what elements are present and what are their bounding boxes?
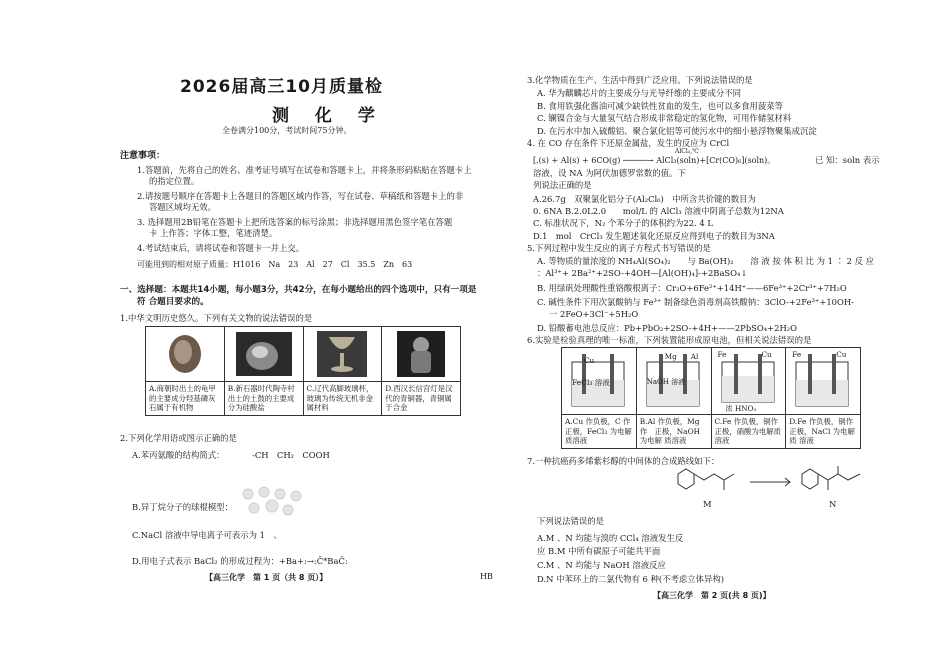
electrode-label-cu: Cu — [584, 356, 595, 365]
electrode-label-fe: Fe — [717, 350, 727, 359]
q1-option-c[interactable]: C.辽代高脚玻璃杯，玻璃为传统无机非金属材料 — [303, 382, 382, 416]
electrode-label-fe: Fe — [792, 350, 802, 359]
q4-option-b[interactable]: 0. 6NA B.2.0L2.0 mol/L 的 AlCl₃ 溶液中阴离子总数为12NA — [533, 206, 784, 216]
compound-m-label: M — [703, 499, 712, 509]
full-score: 全卷满分100分，考试时间75分钟。 — [222, 126, 352, 135]
question-5: 5.下列过程中发生反应的离子方程式书写错误的是 — [527, 243, 711, 253]
electrode-label-cu: Cu — [836, 350, 847, 359]
q7-option-c[interactable]: C.M 、N 均能与 NaOH 溶液反应 — [537, 560, 666, 570]
section-1-heading-cont: 符 合题目要求的。 — [137, 297, 209, 307]
atomic-masses: 可能用到的相对原子质量：H1016 Na 23 Al 27 Cl 35.5 Zn 63 — [137, 260, 413, 269]
q4-text: 列说法正确的是 — [533, 180, 592, 190]
q5-option-c[interactable]: C. 碱性条件下用次氯酸钠与 Fe³⁺ 制备绿色消毒剂高铁酸钠：3ClO-+2Fe³⁺+10OH- — [537, 297, 854, 307]
q2-option-b[interactable]: B.异丁烷分子的球棍模型： — [132, 502, 233, 512]
q4-equation: [.(s) + Al(s) + 6CO(g) ─────→ AlCl₃(soln)+[Cr(CO)₆](soln)。 — [533, 156, 776, 165]
q5-option-a-cont: ：Al³⁺+ 2Ba²⁺+2SO-+4OH—[Al(OH)₄]-+2BaSO₄↓ — [537, 268, 748, 278]
notice-title: 注意事项： — [120, 151, 166, 161]
ball-stick-model-image — [238, 484, 308, 522]
question-7: 7.一种抗癌药多烯紫杉醇的中间体的合成路线如下： — [527, 456, 720, 466]
question-3: 3.化学物质在生产、生活中得到广泛应用。下列说法错误的是 — [527, 75, 753, 85]
q1-option-d[interactable]: D.西汉长信宫灯是汉代的青铜器，青铜属于合金 — [382, 382, 461, 416]
q4-known: 已 知：soln 表示 — [815, 155, 880, 165]
cell-c-diagram — [711, 348, 786, 415]
notice-line: 2.请按题号顺序在答题卡上各题目的答题区域内作答，写在试卷、草稿纸和答题卡上的非 — [137, 191, 464, 201]
question-2: 2.下列化学用语或图示正确的是 — [120, 433, 237, 443]
q2-option-d[interactable]: D.用电子式表示 BaCl₂ 的形成过程为：+Ba+:→:Č*BaČ: — [132, 556, 348, 566]
electrode-label-cu: Cu — [761, 350, 772, 359]
q4-option-a[interactable]: A.26.7g 双聚氯化铝分子(Al₂Cl₆) 中所含共价键的数目为 — [533, 194, 756, 204]
q4-option-c[interactable]: C. 标准状况下，N₂ 个苯分子的体积约为22. 4 L — [533, 218, 713, 228]
q6-option-b[interactable]: B.Al 作负极，Mg 作 正极，NaOH 为电解 质溶液 — [636, 415, 711, 449]
q3-option-c[interactable]: C. 镧镍合金与大量氢气结合形成非常稳定的氢化物，可用作储氢材料 — [537, 113, 792, 123]
pottery-drum-image — [228, 329, 300, 379]
question-1: 1.中华文明历史悠久。下列有关文物的说法错误的是 — [120, 313, 313, 323]
question-4: 4. 在 CO 存在条件下还原金属盐，发生的反应为 CrCl — [527, 138, 730, 148]
q4-option-d[interactable]: D.1 mol CrCl₃ 发生题述氧化还原反应得到电子的数目为3NA — [533, 231, 775, 241]
q1-option-a[interactable]: A.商朝时出土的龟甲的主要成分羟基磷灰石属于有机物 — [146, 382, 225, 416]
section-1-heading: 一、选择题：本题共14小题，每小题3分，共42分，在每小题给出的四个选项中，只有一项是 — [120, 285, 477, 295]
q5-option-a[interactable]: A. 等物质的量浓度的 NH₄Al(SO₄)₂ 与 Ba(OH)₂ 溶 液 按 体 积 比 为 1 ∶ 2 反 应 — [537, 256, 875, 266]
notice-line: 答题区域均无效。 — [149, 202, 216, 212]
electrolyte-label: NaOH 溶液 — [646, 378, 686, 386]
q5-option-c-cont: 一 2FeO+3Cl⁻+5H₂O — [549, 309, 639, 319]
notice-line: 3. 选择题用2B铅笔在答题卡上把所选答案的标号涂黑；非选择题用黑色签字笔在答题 — [137, 217, 453, 227]
cell-d-diagram — [786, 348, 861, 415]
question-6: 6.实验是检验真理的唯一标准，下列装置能形成原电池，但相关说法错误的是 — [527, 335, 812, 345]
q3-option-b[interactable]: B. 食用铁强化酱油可减少缺铁性贫血的发生，也可以多食用菠菜等 — [537, 101, 783, 111]
q7-option-a[interactable]: A.M 、N 均能与溴的 CCl₄ 溶液发生反 — [537, 533, 684, 543]
notice-line: 4.考试结束后，请将试卷和答题卡一并上交。 — [137, 243, 305, 253]
electrode-label-mg: Mg — [664, 352, 677, 361]
compound-n-label: N — [829, 499, 837, 509]
exam-title: 2026届高三10月质量检 — [180, 77, 383, 97]
q5-option-d[interactable]: D. 铅酸蓄电池总反应：Pb+PbO₂+2SO-+4H+——2PbSO₄+2H₂O — [537, 323, 798, 333]
electrolyte-label: FeCl₃ 溶液 — [572, 378, 610, 387]
cell-b-diagram — [636, 348, 711, 415]
glass-cup-image — [307, 329, 379, 379]
exam-subject: 测 化 学 — [272, 106, 385, 126]
q3-option-d[interactable]: D. 在污水中加入硫酸铝、聚合氯化铝等可使污水中的细小悬浮物聚集成沉淀 — [537, 126, 817, 136]
page-footer: 【高三化学 第 1 页（共 8 页）】 — [205, 573, 328, 582]
notice-line: 卡 上作答；字体工整，笔迹清楚。 — [149, 228, 278, 238]
q5-option-b[interactable]: B. 用绿矾处理酸性重铬酸根离子：Cr₂O+6Fe²⁺+14H⁺——6Fe³⁺+2Cr³⁺+7H₂O — [537, 283, 847, 293]
q1-option-b[interactable]: B.新石器时代陶寺村出土的土鼓的主要成分为硅酸盐 — [224, 382, 303, 416]
right-page — [475, 0, 950, 672]
q6-option-a[interactable]: A.Cu 作负极，C 作正极，FeCl₃ 为电解 质溶液 — [562, 415, 637, 449]
q7-option-d[interactable]: D.N 中苯环上的二氯代物有 6 种(不考虑立体异构) — [537, 574, 725, 584]
bronze-lamp-image — [385, 329, 457, 379]
q2-option-a-formula: -CH CH₂ COOH — [252, 450, 330, 460]
tortoise-shell-image — [149, 329, 221, 379]
electrode-label-al: Al — [690, 352, 699, 361]
q2-option-a[interactable]: A.苯丙氨酸的结构简式： — [132, 450, 225, 460]
q4-condition: AlCl₃,℃ — [675, 148, 699, 155]
q6-option-c[interactable]: C.Fe 作负极，铜作正极，硝酸为电解质溶液 — [711, 415, 786, 449]
q1-artifact-table — [145, 326, 461, 416]
q6-cell-table — [561, 347, 861, 449]
synthesis-route-diagram — [670, 464, 880, 504]
page-footer: 【高三化学 第 2 页(共 8 页)】 — [653, 591, 771, 600]
cell-a-diagram — [562, 348, 637, 415]
q7-prompt: 下列说法错误的是 — [537, 516, 604, 526]
footer-code: HB — [480, 572, 493, 581]
q4-text: 溶液，设 NA 为阿伏加德罗常数的值。下 — [533, 168, 686, 178]
electrolyte-label: 浓 HNO₃ — [725, 404, 757, 413]
q6-option-d[interactable]: D.Fe 作负极，铜作正极，NaCl 为电解质 溶液 — [786, 415, 861, 449]
q3-option-a[interactable]: A. 华为麒麟芯片的主要成分与光导纤维的主要成分不同 — [537, 88, 741, 98]
q7-option-b[interactable]: 应 B.M 中所有碳原子可能共平面 — [537, 546, 661, 556]
notice-line: 的指定位置。 — [149, 176, 200, 186]
notice-line: 1.答题前，先将自己的姓名、准考证号填写在试卷和答题卡上，并将条形码粘贴在答题卡上 — [137, 165, 472, 175]
q2-option-c[interactable]: C.NaCl 溶液中导电离子可表示为 1 、 — [132, 530, 282, 540]
